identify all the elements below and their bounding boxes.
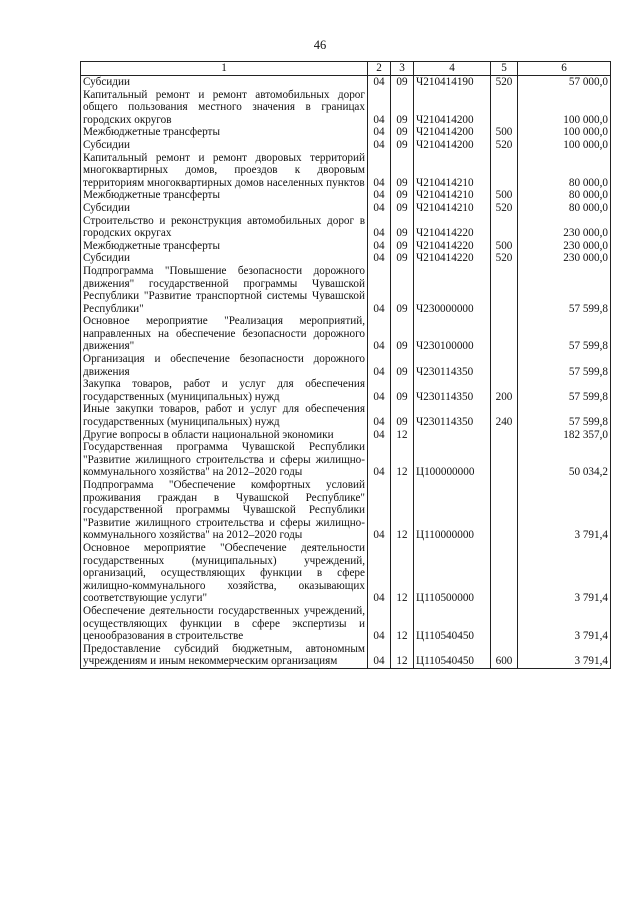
row-amount: 80 000,0 [518,202,611,215]
row-target-article: Ч210414220 [414,215,491,240]
row-section: 04 [368,643,391,669]
row-subsection: 12 [391,479,414,542]
row-target-article: Ч210414200 [414,89,491,127]
row-expense-type: 500 [491,126,518,139]
row-amount: 57 599,8 [518,403,611,428]
row-name: Строительство и реконструкция автомобильных дорог в городских округах [81,215,368,240]
row-name: Закупка товаров, работ и услуг для обеспечения государственных (муниципальных) нужд [81,378,368,403]
table-row [81,215,611,240]
row-subsection: 09 [391,378,414,403]
row-target-article: Ч230114350 [414,403,491,428]
row-expense-type: 200 [491,378,518,403]
table-row [81,353,611,378]
column-header-section: 2 [368,62,391,76]
row-subsection: 09 [391,126,414,139]
table-row [81,76,611,89]
table-row [81,643,611,669]
row-amount: 100 000,0 [518,126,611,139]
row-amount: 3 791,4 [518,605,611,643]
row-expense-type [491,89,518,127]
row-section: 04 [368,89,391,127]
row-section: 04 [368,429,391,442]
row-amount: 80 000,0 [518,152,611,190]
row-name: Предоставление субсидий бюджетным, автономным учреждениям и иным некоммерческим организациям [81,643,368,669]
table-row [81,126,611,139]
column-header-target-article: 4 [414,62,491,76]
row-amount: 100 000,0 [518,139,611,152]
row-amount: 182 357,0 [518,429,611,442]
row-name: Межбюджетные трансферты [81,240,368,253]
row-name: Субсидии [81,202,368,215]
row-name: Межбюджетные трансферты [81,126,368,139]
row-name: Подпрограмма "Обеспечение комфортных условий проживания граждан в Чувашской Республике" государственной программы Чувашской Республики "Развитие жилищного строительства и сферы жилищно-коммунального хозяйства" на 2012–2020 годы [81,479,368,542]
row-target-article: Ц100000000 [414,441,491,479]
row-expense-type: 520 [491,252,518,265]
row-subsection: 09 [391,240,414,253]
column-header-expense-type: 5 [491,62,518,76]
page-number: 46 [313,38,327,52]
row-amount: 80 000,0 [518,189,611,202]
row-name: Капитальный ремонт и ремонт дворовых территорий многоквартирных домов, проездов к дворовым территориям многоквартирных домов населенных пунктов [81,152,368,190]
table-row [81,152,611,190]
row-subsection: 09 [391,403,414,428]
row-expense-type [491,265,518,315]
row-name: Капитальный ремонт и ремонт автомобильных дорог общего пользования местного значения в границах городских округов [81,89,368,127]
row-section: 04 [368,252,391,265]
row-subsection: 09 [391,252,414,265]
row-name: Государственная программа Чувашской Республики "Развитие жилищного строительства и сферы жилищно-коммунального хозяйства" на 2012–2020 годы [81,441,368,479]
row-target-article: Ч210414200 [414,139,491,152]
row-subsection: 09 [391,152,414,190]
row-expense-type [491,353,518,378]
row-subsection: 09 [391,215,414,240]
row-target-article [414,429,491,442]
row-expense-type [491,152,518,190]
row-expense-type: 600 [491,643,518,669]
row-subsection: 12 [391,605,414,643]
row-expense-type: 520 [491,76,518,89]
row-target-article: Ч210414210 [414,202,491,215]
row-subsection: 09 [391,189,414,202]
column-header-subsection: 3 [391,62,414,76]
row-name: Основное мероприятие "Обеспечение деятельности государственных (муниципальных) учреждений, организаций, осуществляющих функции в сфере жилищно-коммунального хозяйства, оказывающих соответствующие услуги" [81,542,368,605]
row-subsection: 09 [391,139,414,152]
row-target-article: Ч230000000 [414,265,491,315]
row-section: 04 [368,265,391,315]
row-amount: 100 000,0 [518,89,611,127]
row-name: Другие вопросы в области национальной экономики [81,429,368,442]
row-expense-type [491,429,518,442]
row-target-article: Ц110500000 [414,542,491,605]
row-target-article: Ч230114350 [414,353,491,378]
row-subsection: 09 [391,76,414,89]
row-section: 04 [368,215,391,240]
row-section: 04 [368,139,391,152]
table-row [81,189,611,202]
table-row [81,542,611,605]
row-amount: 230 000,0 [518,252,611,265]
row-section: 04 [368,152,391,190]
table-row [81,429,611,442]
row-target-article: Ч210414210 [414,152,491,190]
row-section: 04 [368,441,391,479]
row-section: 04 [368,479,391,542]
row-target-article: Ц110540450 [414,605,491,643]
column-header-name: 1 [81,62,368,76]
row-expense-type: 500 [491,240,518,253]
row-name: Подпрограмма "Повышение безопасности дорожного движения" государственной программы Чувашской Республики "Развитие транспортной системы Чувашской Республики" [81,265,368,315]
row-section: 04 [368,353,391,378]
row-expense-type: 520 [491,139,518,152]
table-row [81,441,611,479]
row-section: 04 [368,605,391,643]
column-header-amount: 6 [518,62,611,76]
table-row [81,139,611,152]
table-row [81,315,611,353]
row-expense-type: 500 [491,189,518,202]
row-section: 04 [368,403,391,428]
row-expense-type: 520 [491,202,518,215]
row-expense-type: 240 [491,403,518,428]
row-target-article: Ч230100000 [414,315,491,353]
row-expense-type [491,479,518,542]
row-section: 04 [368,378,391,403]
row-section: 04 [368,542,391,605]
row-amount: 57 599,8 [518,353,611,378]
row-target-article: Ч210414220 [414,240,491,253]
table-row [81,403,611,428]
row-subsection: 09 [391,202,414,215]
row-amount: 230 000,0 [518,215,611,240]
row-target-article: Ч210414220 [414,252,491,265]
row-section: 04 [368,202,391,215]
row-name: Субсидии [81,76,368,89]
table-row [81,89,611,127]
table-row [81,265,611,315]
row-target-article: Ц110000000 [414,479,491,542]
row-name: Основное мероприятие "Реализация мероприятий, направленных на обеспечение безопасности дорожного движения" [81,315,368,353]
row-name: Иные закупки товаров, работ и услуг для обеспечения государственных (муниципальных) нужд [81,403,368,428]
row-name: Организация и обеспечение безопасности дорожного движения [81,353,368,378]
row-expense-type [491,542,518,605]
row-subsection: 12 [391,429,414,442]
row-subsection: 12 [391,643,414,669]
row-amount: 57 599,8 [518,378,611,403]
table-row [81,202,611,215]
budget-table [80,61,611,669]
row-expense-type [491,315,518,353]
row-amount: 50 034,2 [518,441,611,479]
row-subsection: 12 [391,542,414,605]
row-subsection: 09 [391,315,414,353]
row-name: Субсидии [81,252,368,265]
row-target-article: Ч210414210 [414,189,491,202]
row-amount: 3 791,4 [518,542,611,605]
table-row [81,378,611,403]
row-amount: 57 599,8 [518,265,611,315]
table-row [81,252,611,265]
row-section: 04 [368,189,391,202]
row-subsection: 09 [391,265,414,315]
row-amount: 230 000,0 [518,240,611,253]
table-header-row [81,62,611,76]
row-amount: 57 599,8 [518,315,611,353]
row-target-article: Ц110540450 [414,643,491,669]
table-row [81,479,611,542]
row-subsection: 09 [391,353,414,378]
row-section: 04 [368,76,391,89]
row-name: Обеспечение деятельности государственных учреждений, осуществляющих функции в сфере экспертизы и ценообразования в строительстве [81,605,368,643]
row-name: Межбюджетные трансферты [81,189,368,202]
row-section: 04 [368,126,391,139]
row-target-article: Ч210414190 [414,76,491,89]
table-row [81,605,611,643]
row-expense-type [491,215,518,240]
row-subsection: 09 [391,89,414,127]
row-amount: 3 791,4 [518,479,611,542]
row-section: 04 [368,315,391,353]
row-target-article: Ч230114350 [414,378,491,403]
table-row [81,240,611,253]
row-section: 04 [368,240,391,253]
row-expense-type [491,441,518,479]
row-expense-type [491,605,518,643]
row-name: Субсидии [81,139,368,152]
row-amount: 57 000,0 [518,76,611,89]
row-amount: 3 791,4 [518,643,611,669]
row-target-article: Ч210414200 [414,126,491,139]
row-subsection: 12 [391,441,414,479]
